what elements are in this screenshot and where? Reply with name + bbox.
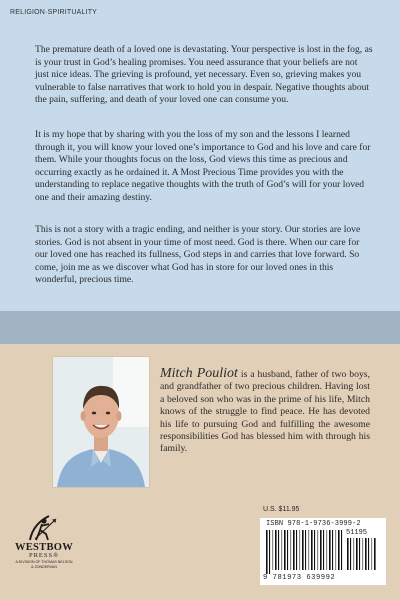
barcode-bar [296, 530, 297, 570]
barcode-bar [269, 530, 270, 574]
barcode-number: 9 781973 639992 [263, 574, 336, 582]
addon-digits: 51195 [346, 529, 368, 537]
divider-band [0, 311, 400, 344]
publisher-name: WESTBOW [14, 542, 74, 553]
author-photo [53, 357, 149, 487]
barcode-bar [338, 530, 340, 570]
blurb-paragraph-2: It is my hope that by sharing with you the loss of my son and the lessons I learned through it, you will know your loved one’s importance to God and his love and care for them. While your thoughts focus on the loss, God views this time as precious and occurring exactly as he ordained it. A Most Precious Time provides you with the understanding to replace negative thoughts with the truth of God’s will for your loved one and their amazing destiny. [35, 129, 371, 203]
barcode-bar [282, 530, 283, 570]
barcode-bar [354, 538, 355, 570]
barcode-bar [273, 530, 274, 570]
barcode-bar [318, 530, 319, 570]
barcode-bar [347, 538, 349, 570]
author-bio-text: is a husband, father of two boys, and grandfather of two precious children. Having lost a beloved son who was in the prime of his life, Mitch knows of the struggle to find peace. He has devoted his life to pursuing God and fulfilling the awesome responsibilities God has blessed him with through his family. [160, 369, 371, 455]
barcode-bar [300, 530, 301, 570]
publisher-logo [8, 512, 80, 570]
author-name: Mitch Pouliot [160, 366, 238, 381]
barcode-bar [293, 530, 295, 570]
archer-icon [27, 512, 61, 542]
barcode-bar [287, 530, 288, 570]
publisher-division-line-1: A DIVISION OF THOMAS NELSON [15, 560, 73, 564]
barcode-bar [266, 530, 268, 574]
barcode-bar [305, 530, 306, 570]
barcode-bar [372, 538, 373, 570]
barcode-bar [341, 530, 342, 570]
barcode-bar [311, 530, 313, 570]
barcode-bar [320, 530, 322, 570]
barcode-bar [327, 530, 328, 570]
barcode-bar [291, 530, 292, 570]
barcode-bar [363, 538, 364, 570]
barcode-bar [350, 538, 351, 570]
barcode-bar [359, 538, 360, 570]
barcode-bar [302, 530, 304, 570]
barcode-bar [278, 530, 279, 570]
barcode-bar [329, 530, 331, 570]
ean-barcode [266, 530, 344, 574]
barcode-bar [314, 530, 315, 570]
publisher-division-line-2: & ZONDERVAN [31, 565, 57, 570]
addon-barcode [347, 538, 377, 574]
isbn-text: ISBN 978-1-9736-3999-2 [266, 520, 361, 528]
blurb-paragraph-3: This is not a story with a tragic ending, and neither is your story. Our stories are love stories. God is not absent in your time of most need. God is there. When our care for our loved one has reached its fullness, God steps in and carries that love forward. So come, join me as we discover what God has in store for our loved ones in this wonderful, precious time. [35, 224, 361, 286]
barcode-bar [275, 530, 277, 570]
blurb-paragraph-1: The premature death of a loved one is devastating. Your perspective is lost in the fog, as is your trust in God’s healing promises. You need assurance that your beliefs are not just nice ideas. The grieving is profound, yet necessary. Even so, grieving makes you vulnerable to false narratives that work to hold you in despair. Negative thoughts about the pain, suffering, and death of your loved one can consume you. [35, 44, 373, 106]
publisher-press: PRESS® [28, 552, 60, 559]
price-label: U.S. $11.95 [263, 506, 300, 513]
barcode-bar [309, 530, 310, 570]
barcode-bar [323, 530, 324, 570]
barcode-box [260, 518, 386, 585]
barcode-bar [336, 530, 337, 570]
author-bio [160, 368, 370, 456]
barcode-bar [356, 538, 358, 570]
barcode-bar [332, 530, 333, 570]
barcode-bar [365, 538, 367, 570]
barcode-bar [374, 538, 376, 570]
barcode-bar [368, 538, 369, 570]
barcode-bar [284, 530, 286, 570]
category-label: RELIGION·SPIRITUALITY [10, 9, 98, 16]
